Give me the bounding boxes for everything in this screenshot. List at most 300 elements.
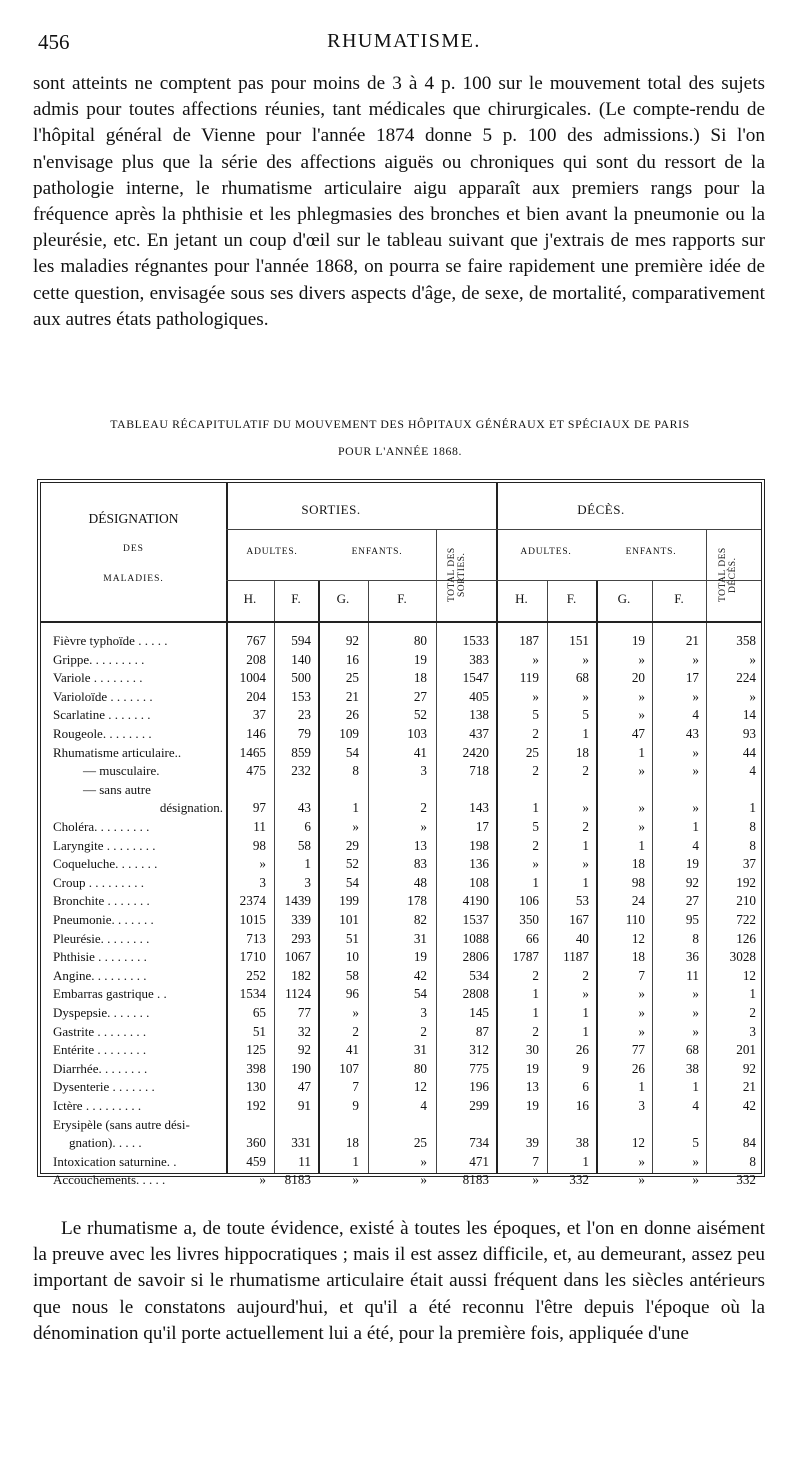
table-cell: 25 <box>345 670 359 686</box>
header-adultes-deces: ADULTES. <box>520 547 572 557</box>
table-cell: » <box>692 1005 699 1020</box>
row-label: désignation. <box>159 800 223 816</box>
col-divider <box>436 529 437 1173</box>
table-cell: 54 <box>413 986 427 1002</box>
table-cell: 1537 <box>462 912 489 927</box>
table-cell: 96 <box>345 986 359 1002</box>
table-cell: 54 <box>345 744 359 760</box>
table-cell: 1 <box>352 1153 359 1169</box>
row-label: Scarlatine . . . . . . . <box>53 707 151 723</box>
table-cell: 10 <box>345 949 359 965</box>
row-label: Rhumatisme articulaire.. <box>53 744 182 760</box>
col-divider <box>596 580 598 1173</box>
table-cell: » <box>582 651 589 667</box>
row-label: gnation). . . . . <box>69 1135 142 1151</box>
table-cell: 26 <box>575 1042 589 1058</box>
table-cell <box>321 1116 359 1135</box>
table-cell: 14 <box>742 707 756 723</box>
table-cell: 19 <box>413 651 427 667</box>
row-label: Phthisie . . . . . . . . <box>53 949 147 965</box>
header-f2-sorties: F. <box>397 591 407 606</box>
table-cell: 2 <box>532 967 539 983</box>
table-cell: » <box>638 1005 645 1020</box>
table-cell: » <box>259 1172 266 1188</box>
table-cell <box>709 1116 756 1135</box>
table-cell: 4 <box>420 1098 427 1113</box>
table-cell: 13 <box>525 1079 539 1095</box>
table-cell: 77 <box>631 1042 645 1058</box>
table-cell: 350 <box>519 912 539 927</box>
table-cell: 8 <box>749 819 756 834</box>
table-cell: 138 <box>469 707 489 723</box>
table-cell <box>550 781 589 800</box>
table-cell: 1 <box>692 819 699 834</box>
table-cell: 398 <box>246 1060 266 1076</box>
table-cell: » <box>638 688 645 704</box>
table-cell: 65 <box>252 1005 266 1020</box>
table-cell: 1124 <box>285 986 311 1002</box>
header-adultes-sorties: ADULTES. <box>246 547 298 557</box>
table-cell: 58 <box>345 967 359 983</box>
header-bottom-rule <box>41 621 761 623</box>
table-cell: 1710 <box>239 949 266 965</box>
table-cell: 2 <box>582 819 589 834</box>
table-cell: 87 <box>475 1023 489 1039</box>
table-cell <box>439 1116 489 1135</box>
table-cell: » <box>638 707 645 723</box>
table-cell: » <box>638 800 645 816</box>
table-cell: » <box>638 1023 645 1039</box>
row-label: Variole . . . . . . . . <box>53 670 143 686</box>
table-cell: 1 <box>582 837 589 853</box>
table-cell: 252 <box>246 967 266 983</box>
row-label: Grippe. . . . . . . . . <box>53 651 145 667</box>
table-cell: 594 <box>291 633 311 648</box>
table-cell: 2 <box>582 967 589 983</box>
table-cell: 339 <box>291 912 311 927</box>
row-label: Diarrhée. . . . . . . . <box>53 1060 148 1076</box>
table-cell: 2374 <box>239 893 266 909</box>
paragraph-body <box>33 1216 765 1347</box>
table-cell: 12 <box>631 930 645 946</box>
table-cell: » <box>692 744 699 760</box>
table-cell: » <box>352 1005 359 1020</box>
table-cell <box>550 1116 589 1135</box>
table-cell: 178 <box>407 893 427 909</box>
table-cell: 1 <box>532 1005 539 1020</box>
table-cell <box>655 781 699 800</box>
table-cell: 32 <box>297 1023 311 1039</box>
table-cell: » <box>532 1172 539 1188</box>
table-cell: 18 <box>575 744 589 760</box>
table-cell: » <box>638 1172 645 1188</box>
table-cell: » <box>692 986 699 1002</box>
table-cell: 5 <box>582 707 589 723</box>
table-cell: 4 <box>692 1098 699 1113</box>
table-cell: 332 <box>569 1172 589 1188</box>
table-cell: 68 <box>685 1042 699 1058</box>
table-cell: 2 <box>352 1023 359 1039</box>
row-label: Dysenterie . . . . . . . <box>53 1079 155 1095</box>
table-cell: 2 <box>532 837 539 853</box>
table-cell: 2 <box>420 800 427 816</box>
table-cell: » <box>692 651 699 667</box>
table-cell: 54 <box>345 874 359 890</box>
table-cell: 29 <box>345 837 359 853</box>
table-cell: 136 <box>469 856 489 872</box>
table-cell <box>229 1116 266 1135</box>
table-cell: 1465 <box>239 744 266 760</box>
table-cell: 192 <box>736 874 756 890</box>
table-cell: 196 <box>469 1079 489 1095</box>
row-label: Embarras gastrique . . <box>53 986 167 1002</box>
table-cell: 4190 <box>462 893 489 909</box>
table-cell: 1015 <box>239 912 266 927</box>
table-cell: 2420 <box>462 744 489 760</box>
table-cell: 98 <box>252 837 266 853</box>
table-cell: 106 <box>519 893 539 909</box>
table-cell: 41 <box>345 1042 359 1058</box>
col-divider <box>652 580 653 1173</box>
table-cell: 83 <box>413 856 427 872</box>
table-cell: 13 <box>413 837 427 853</box>
table-cell: 145 <box>469 1005 489 1020</box>
col-divider <box>496 483 498 1173</box>
table-cell: 1534 <box>239 986 266 1002</box>
table-cell: 1 <box>532 874 539 890</box>
table-cell: 3 <box>420 763 427 779</box>
statistics-table <box>37 479 765 1188</box>
table-cell: 331 <box>291 1135 311 1151</box>
table-cell: 182 <box>291 967 311 983</box>
table-cell: 767 <box>246 633 266 648</box>
row-label: Pleurésie. . . . . . . . <box>53 930 150 946</box>
table-cell: 3 <box>749 1023 756 1039</box>
table-cell: 80 <box>413 1060 427 1076</box>
table-cell: 140 <box>291 651 311 667</box>
table-cell: 31 <box>413 1042 427 1058</box>
table-cell: 51 <box>252 1023 266 1039</box>
table-cell: 11 <box>298 1153 311 1169</box>
table-cell: » <box>259 856 266 872</box>
table-cell: 38 <box>685 1060 699 1076</box>
table-cell: 437 <box>469 726 489 741</box>
table-cell: 2 <box>749 1005 756 1020</box>
table-cell: 20 <box>631 670 645 686</box>
table-cell: 40 <box>575 930 589 946</box>
table-title: TABLEAU RÉCAPITULATIF DU MOUVEMENT DES HÔPITAUX GÉNÉRAUX ET SPÉCIAUX DE PARIS <box>110 417 690 431</box>
table-cell <box>499 1116 539 1135</box>
table-cell: 201 <box>736 1042 756 1058</box>
table-cell: 3 <box>259 874 266 890</box>
table-cell: 82 <box>413 912 427 927</box>
table-cell: 153 <box>291 688 311 704</box>
table-cell <box>439 781 489 800</box>
table-cell: 38 <box>575 1135 589 1151</box>
table-cell <box>655 1116 699 1135</box>
table-cell: 187 <box>519 633 539 648</box>
header-maladies: MALADIES. <box>103 574 164 584</box>
table-cell: 48 <box>413 874 427 890</box>
table-cell: 405 <box>469 688 489 704</box>
table-cell: 66 <box>525 930 539 946</box>
row-label: Laryngite . . . . . . . . <box>53 837 156 853</box>
row-label: Dyspepsie. . . . . . . <box>53 1005 150 1020</box>
table-cell <box>277 1116 311 1135</box>
table-cell: 17 <box>475 819 489 834</box>
table-cell: 41 <box>413 744 427 760</box>
table-cell: 190 <box>291 1060 311 1076</box>
table-cell: » <box>692 1172 699 1188</box>
table-cell: 8183 <box>284 1172 311 1188</box>
table-cell: 1533 <box>462 633 489 648</box>
table-cell <box>371 1116 427 1135</box>
table-cell: 358 <box>736 633 756 648</box>
row-label: Pneumonie. . . . . . . <box>53 912 154 927</box>
table-cell: 4 <box>749 763 756 779</box>
table-cell: 21 <box>742 1079 756 1095</box>
table-cell: 92 <box>297 1042 311 1058</box>
table-cell: 2 <box>532 763 539 779</box>
table-cell: 1439 <box>284 893 311 909</box>
table-cell: 2 <box>420 1023 427 1039</box>
header-g-sorties: G. <box>336 591 350 606</box>
table-cell: 26 <box>345 707 359 723</box>
table-cell: » <box>749 688 756 704</box>
row-label: — sans autre <box>83 781 151 797</box>
table-cell: 30 <box>525 1042 539 1058</box>
table-cell: 68 <box>575 670 589 686</box>
table-cell: 25 <box>525 744 539 760</box>
table-cell: 1067 <box>284 949 311 965</box>
table-cell: » <box>638 819 645 834</box>
table-cell: 92 <box>742 1060 756 1076</box>
row-label: Entérite . . . . . . . . <box>53 1042 147 1058</box>
header-f-sorties: F. <box>291 591 301 606</box>
table-cell: » <box>692 688 699 704</box>
table-cell: » <box>420 819 427 834</box>
table-cell: 95 <box>685 912 699 927</box>
table-cell: 101 <box>339 912 359 927</box>
table-cell: 130 <box>246 1079 266 1095</box>
table-cell: 8 <box>749 1153 756 1169</box>
table-cell: 1 <box>582 1023 589 1039</box>
table-cell: 7 <box>638 967 645 983</box>
table-cell: 21 <box>685 633 699 648</box>
table-cell: 722 <box>736 912 756 927</box>
table-cell: 146 <box>246 726 266 741</box>
table-cell <box>499 781 539 800</box>
table-cell: 19 <box>685 856 699 872</box>
table-cell: 79 <box>297 726 311 741</box>
table-cell: » <box>582 688 589 704</box>
table-cell: 8 <box>692 930 699 946</box>
table-cell: 1 <box>638 744 645 760</box>
table-cell: 42 <box>742 1098 756 1113</box>
table-cell: 6 <box>582 1079 589 1095</box>
table-cell: 42 <box>413 967 427 983</box>
table-cell: 5 <box>532 707 539 723</box>
table-cell: 9 <box>582 1060 589 1076</box>
table-cell: » <box>352 1172 359 1188</box>
table-cell: 11 <box>253 819 266 834</box>
table-cell: 31 <box>413 930 427 946</box>
table-cell: 1 <box>582 1005 589 1020</box>
header-deces: DÉCÈS. <box>577 502 625 517</box>
table-cell: 19 <box>413 949 427 965</box>
table-cell: 36 <box>685 949 699 965</box>
table-cell: 1787 <box>512 949 539 965</box>
header-f2-deces: F. <box>674 591 684 606</box>
table-cell: 5 <box>692 1135 699 1151</box>
table-cell: 6 <box>304 819 311 834</box>
table-cell: » <box>582 986 589 1002</box>
table-cell: 43 <box>685 726 699 741</box>
table-cell: 1 <box>532 986 539 1002</box>
table-cell: 91 <box>297 1098 311 1113</box>
table-cell: 98 <box>631 874 645 890</box>
row-label: Fièvre typhoïde . . . . . <box>53 633 168 648</box>
table-cell: 53 <box>575 893 589 909</box>
table-cell: 1 <box>638 1079 645 1095</box>
table-cell: » <box>692 763 699 779</box>
table-cell: 52 <box>345 856 359 872</box>
table-cell: 12 <box>742 967 756 983</box>
table-cell: 3028 <box>729 949 756 965</box>
table-cell: 12 <box>631 1135 645 1151</box>
col-divider <box>547 580 548 1173</box>
table-cell: 210 <box>736 893 756 909</box>
row-label: — musculaire. <box>83 763 160 779</box>
paragraph-intro-text: sont atteints ne comptent pas pour moins de 3 à 4 p. 100 sur le mouvement total des sujets admis pour toutes affections réunies, tant médicales que chirurgicales. (Le compte-rendu de l'hôpital général de Vienne pour l'année 1874 donne 5 p. 100 des admissions.) Si l'on n'envisage plus que la série des affections aiguës ou chroniques qui sont du ressort de la pathologie interne, le rhumatisme articulaire aigu apparaît aux premiers rangs pour la fréquence après la phthisie et les phlegmasies des bronches et bien avant la pneumonie ou la pleurésie, etc. En jetant un coup d'œil sur le tableau suivant que j'extrais de mes rapports sur les maladies régnantes pour l'année 1868, on pourra se faire rapidement une première idée de cette question, envisagée sous ses divers aspects d'âge, de sexe, de mortalité, comparativement aux autres états pathologiques. <box>33 73 765 330</box>
table-cell: 52 <box>413 707 427 723</box>
col-divider <box>318 580 320 1173</box>
table-cell: 44 <box>742 744 756 760</box>
table-cell: 93 <box>742 726 756 741</box>
table-cell <box>229 781 266 800</box>
table-cell: » <box>582 800 589 816</box>
table-cell: 1 <box>749 800 756 816</box>
table-cell: 3 <box>638 1098 645 1113</box>
table-cell: 58 <box>297 837 311 853</box>
table-cell: 1 <box>304 856 311 872</box>
table-cell: 84 <box>742 1135 756 1151</box>
table-cell: 125 <box>246 1042 266 1058</box>
header-des: DES <box>123 544 144 554</box>
table-cell: 475 <box>246 763 266 779</box>
table-cell: » <box>692 1153 699 1169</box>
table-cell: 1 <box>638 837 645 853</box>
header-h-sorties: H. <box>243 591 257 606</box>
table-cell: 1 <box>582 874 589 890</box>
table-cell: 1187 <box>563 949 589 965</box>
table-cell: 312 <box>469 1042 489 1058</box>
table-cell: 8 <box>352 763 359 779</box>
table-cell: 1 <box>582 1153 589 1169</box>
table-cell: 459 <box>246 1153 266 1169</box>
table-cell: 208 <box>246 651 266 667</box>
table-cell: 299 <box>469 1098 489 1113</box>
row-label: Bronchite . . . . . . . <box>53 893 150 909</box>
table-cell: 21 <box>345 688 359 704</box>
table-cell: 1 <box>749 986 756 1002</box>
table-cell <box>599 1116 645 1135</box>
table-cell: 1547 <box>462 670 489 686</box>
table-cell: 3 <box>420 1005 427 1020</box>
header-enfants-sorties: ENFANTS. <box>351 547 403 557</box>
header-sorties: SORTIES. <box>301 502 361 517</box>
table-cell: 47 <box>297 1079 311 1095</box>
table-cell: 26 <box>631 1060 645 1076</box>
table-cell: 19 <box>525 1098 539 1113</box>
table-cell: 103 <box>407 726 427 741</box>
table-cell: 37 <box>742 856 756 872</box>
header-total-deces: TOTAL DES DÉCÈS. <box>718 547 738 603</box>
table-cell: 204 <box>246 688 266 704</box>
table-cell: 25 <box>413 1135 427 1151</box>
table-cell <box>599 781 645 800</box>
table-cell: » <box>582 856 589 872</box>
header-rule <box>226 529 761 530</box>
table-cell: 734 <box>469 1135 489 1151</box>
table-cell: 92 <box>685 874 699 890</box>
table-cell: 39 <box>525 1135 539 1151</box>
table-cell: 2 <box>532 726 539 741</box>
table-cell: 1 <box>582 726 589 741</box>
header-h-deces: H. <box>515 591 528 606</box>
paragraph-intro <box>33 71 765 333</box>
header-rule <box>226 580 761 581</box>
row-label: Angine. . . . . . . . . <box>53 967 147 983</box>
table-cell: 107 <box>339 1060 359 1076</box>
table-cell: 19 <box>525 1060 539 1076</box>
table-cell: 718 <box>469 763 489 779</box>
table-cell: 109 <box>339 726 359 741</box>
table-cell: 1004 <box>239 670 266 686</box>
table-cell: 224 <box>736 670 756 686</box>
table-cell: 27 <box>413 688 427 704</box>
table-cell: 37 <box>252 707 266 723</box>
table-cell: 43 <box>297 800 311 816</box>
header-designation: DÉSIGNATION <box>88 511 179 526</box>
col-divider <box>706 529 707 1173</box>
table-cell: » <box>692 800 699 816</box>
table-cell: 151 <box>569 633 589 648</box>
table-cell: 27 <box>685 893 699 909</box>
table-cell <box>277 781 311 800</box>
table-cell <box>371 781 427 800</box>
table-cell: 8 <box>749 837 756 853</box>
table-cell: 192 <box>246 1098 266 1113</box>
table-cell: » <box>352 819 359 834</box>
table-cell: 51 <box>345 930 359 946</box>
table-cell: 47 <box>631 726 645 741</box>
table-subtitle: POUR L'ANNÉE 1868. <box>337 444 462 458</box>
row-label: Varioloïde . . . . . . . <box>53 688 153 704</box>
table-cell: » <box>532 856 539 872</box>
table-cell: 293 <box>291 930 311 946</box>
table-cell: » <box>532 688 539 704</box>
table-cell: 18 <box>413 670 427 686</box>
page-header <box>38 30 770 60</box>
table-cell: 859 <box>291 744 311 760</box>
row-label: Ictère . . . . . . . . . <box>53 1098 142 1113</box>
table-cell: » <box>638 651 645 667</box>
table-cell <box>321 781 359 800</box>
table-cell: 2806 <box>462 949 489 965</box>
col-divider <box>368 580 369 1173</box>
table-cell: 7 <box>532 1153 539 1169</box>
